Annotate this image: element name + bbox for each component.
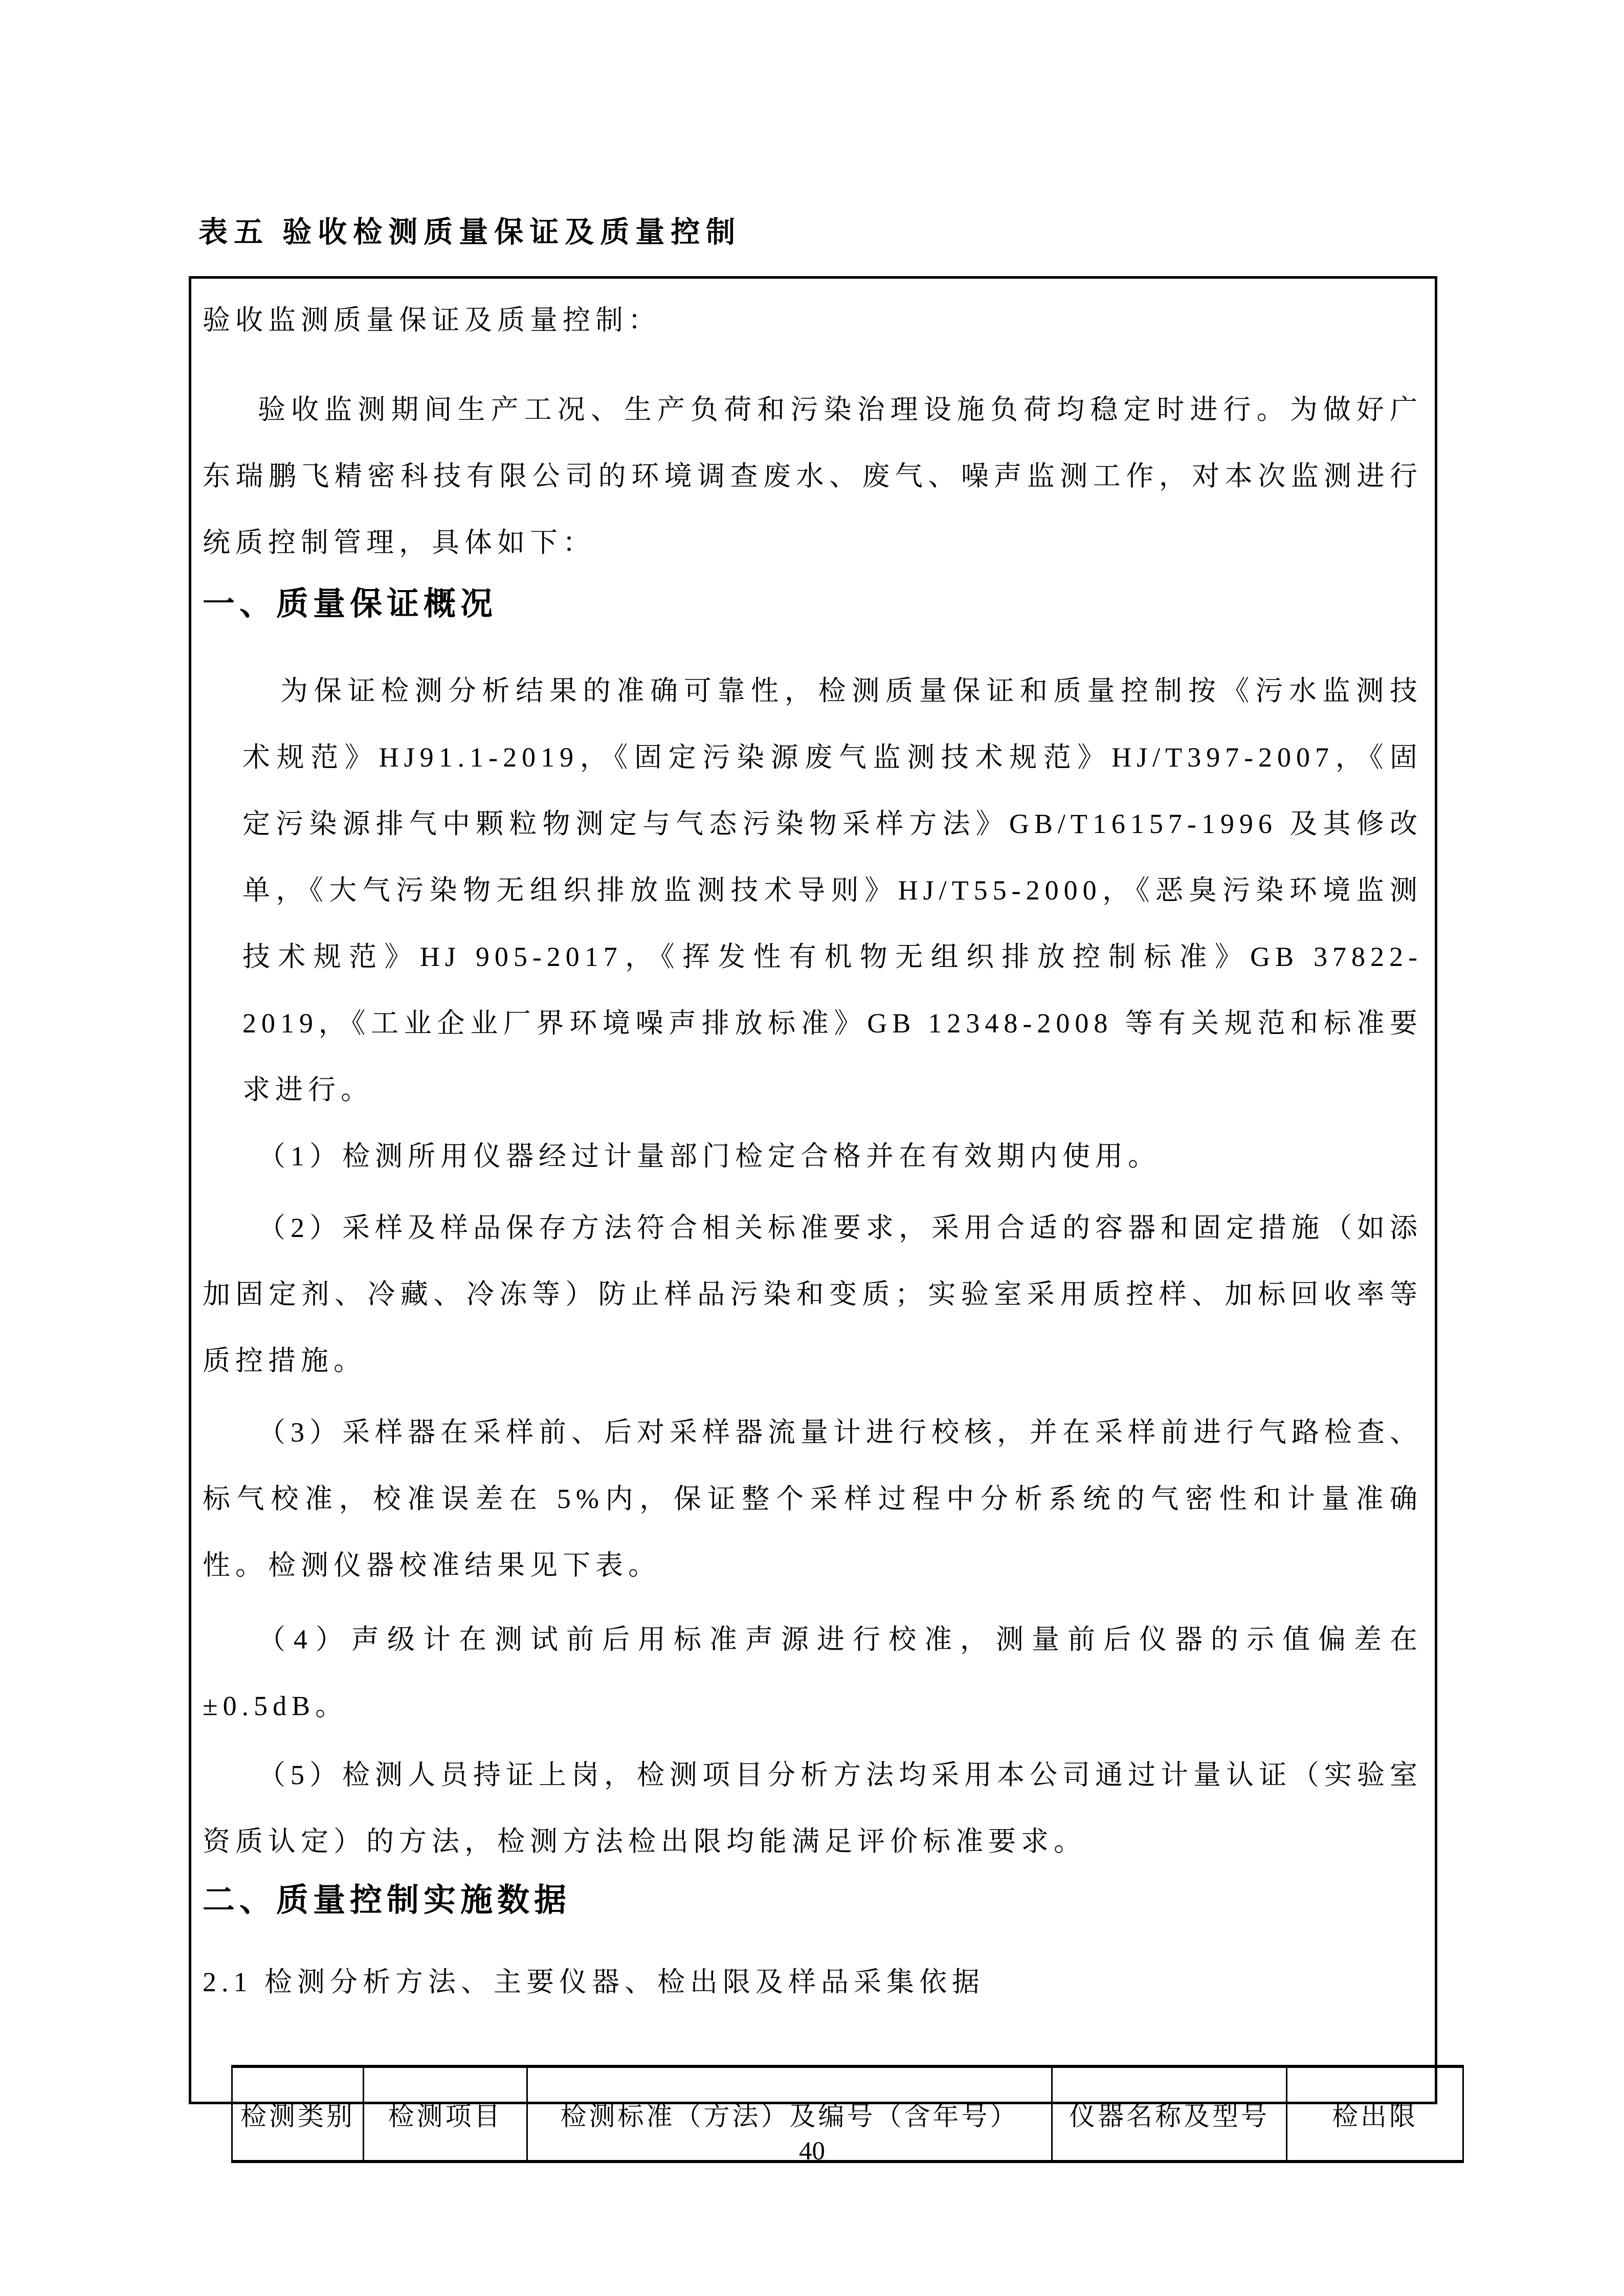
qa-item-2: （2）采样及样品保存方法符合相关标准要求，采用合适的容器和固定措施（如添加固定剂、冷藏、冷冻等）防止样品污染和变质；实验室采用质控样、加标回收率等质控措施。 [203,1212,1422,1376]
header-cell-standard: 检测标准（方法）及编号（含年号） [527,2066,1052,2162]
section1-heading: 一、质量保证概况 [203,586,497,622]
qa-item-1: （1）检测所用仪器经过计量部门检定合格并在有效期内使用。 [258,1141,1161,1172]
content-box [189,276,1437,2131]
qa-item-5: （5）检测人员持证上岗，检测项目分析方法均采用本公司通过计量认证（实验室资质认定）的方法，检测方法检出限均能满足评价标准要求。 [203,1760,1422,1857]
header-cell-category: 检测类别 [232,2066,364,2162]
section2-heading: 二、质量控制实施数据 [203,1882,571,1918]
intro-paragraph: 验收监测期间生产工况、生产负荷和污染治理设施负荷均稳定时进行。为做好广东瑞鹏飞精密科技有限公司的环境调查废水、废气、噪声监测工作，对本次监测进行统质控制管理，具体如下： [203,394,1422,558]
intro-label: 验收监测质量保证及质量控制： [203,305,661,335]
qa-item-3: （3）采样器在采样前、后对采样器流量计进行校核，并在采样前进行气路检查、标气校准，校准误差在 5%内，保证整个采样过程中分析系统的气密性和计量准确性。检测仪器校准结果见下表。 [203,1417,1422,1581]
qa-item-4: （4）声级计在测试前后用标准声源进行校准，测量前后仪器的示值偏差在±0.5dB。 [203,1624,1422,1721]
header-cell-instrument: 仪器名称及型号 [1052,2066,1287,2162]
header-cell-detection-limit: 检出限 [1287,2066,1463,2162]
section2-subheading: 2.1 检测分析方法、主要仪器、检出限及样品采集依据 [203,1967,985,1997]
page-number: 40 [799,2137,825,2166]
standards-paragraph: 为保证检测分析结果的准确可靠性，检测质量保证和质量控制按《污水监测技术规范》HJ91.1-2019，《固定污染源废气监测技术规范》HJ/T397-2007，《固定污染源排气中颗粒物测定与气态污染物采样方法》GB/T16157-1996 及其修改单，《大气污染物无组织排放监测技术导则》HJ/T55-2000，《恶臭污染环境监测技术规范》HJ 905-2017，《挥发性有机物无组织排放控制标准》GB 37822-2019，《工业企业厂界环境噪声排放标准》GB 12348-2008 等有关规范和标准要求进行。 [242,676,1422,1105]
page-title: 表五 验收检测质量保证及质量控制 [198,216,742,249]
header-cell-item: 检测项目 [364,2066,527,2162]
